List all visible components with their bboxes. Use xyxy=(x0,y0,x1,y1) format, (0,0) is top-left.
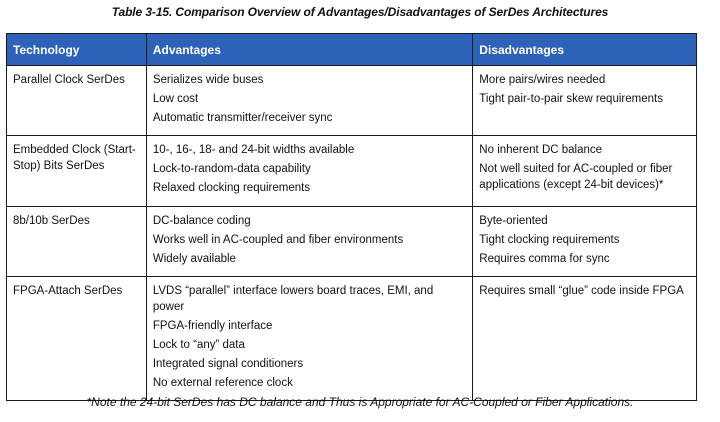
header-disadvantages: Disadvantages xyxy=(473,34,697,66)
advantage-item: Lock-to-random-data capability xyxy=(152,163,311,175)
advantage-item: Integrated signal conditioners xyxy=(152,358,304,370)
technology-name: Embedded Clock (Start-Stop) Bits SerDes xyxy=(13,144,136,172)
advantage-item: Serializes wide buses xyxy=(152,74,264,86)
advantage-item: Works well in AC-coupled and fiber environments xyxy=(152,234,404,246)
advantages-cell xyxy=(146,277,472,401)
technology-cell xyxy=(7,136,147,207)
technology-name: FPGA-Attach SerDes xyxy=(13,285,123,297)
advantage-item: Widely available xyxy=(152,253,236,265)
technology-cell xyxy=(7,277,147,401)
header-technology: Technology xyxy=(7,34,147,66)
advantages-cell xyxy=(146,136,472,207)
technology-name: Parallel Clock SerDes xyxy=(13,74,125,86)
disadvantages-cell xyxy=(473,207,697,277)
table-row xyxy=(7,66,697,136)
table-caption: Table 3-15. Comparison Overview of Advantages/Disadvantages of SerDes Architectures xyxy=(111,5,609,19)
advantage-item: FPGA-friendly interface xyxy=(152,320,273,332)
advantage-item: No external reference clock xyxy=(152,377,293,389)
table-row xyxy=(7,277,697,401)
advantages-cell xyxy=(146,207,472,277)
advantage-item: DC-balance coding xyxy=(152,215,251,227)
header-advantages: Advantages xyxy=(146,34,472,66)
disadvantage-item: Requires comma for sync xyxy=(479,253,610,265)
disadvantages-cell xyxy=(473,277,697,401)
advantage-item: 10-, 16-, 18- and 24-bit widths available xyxy=(152,144,355,156)
table-footnote: *Note the 24-bit SerDes has DC balance and Thus is Appropriate for AC-Coupled or Fiber Applications. xyxy=(86,395,634,409)
advantage-item: Relaxed clocking requirements xyxy=(152,182,311,194)
advantage-item: LVDS “parallel” interface lowers board traces, EMI, and power xyxy=(152,285,434,313)
advantage-item: Lock to “any” data xyxy=(152,339,245,351)
comparison-table xyxy=(6,33,697,401)
technology-cell xyxy=(7,207,147,277)
disadvantages-cell xyxy=(473,66,697,136)
advantage-item: Automatic transmitter/receiver sync xyxy=(152,112,333,124)
table-row xyxy=(7,136,697,207)
technology-cell xyxy=(7,66,147,136)
table-header-row xyxy=(7,34,697,66)
disadvantage-item: Byte-oriented xyxy=(479,215,548,227)
disadvantage-item: Tight pair-to-pair skew requirements xyxy=(479,93,663,105)
disadvantage-item: Tight clocking requirements xyxy=(479,234,620,246)
disadvantage-item: No inherent DC balance xyxy=(479,144,603,156)
disadvantage-item: Not well suited for AC-coupled or fiber applications (except 24-bit devices)* xyxy=(479,163,673,191)
technology-name: 8b/10b SerDes xyxy=(13,215,90,227)
disadvantage-item: Requires small “glue” code inside FPGA xyxy=(479,285,684,297)
advantages-cell xyxy=(146,66,472,136)
advantage-item: Low cost xyxy=(152,93,199,105)
disadvantage-item: More pairs/wires needed xyxy=(479,74,606,86)
disadvantages-cell xyxy=(473,136,697,207)
table-row xyxy=(7,207,697,277)
